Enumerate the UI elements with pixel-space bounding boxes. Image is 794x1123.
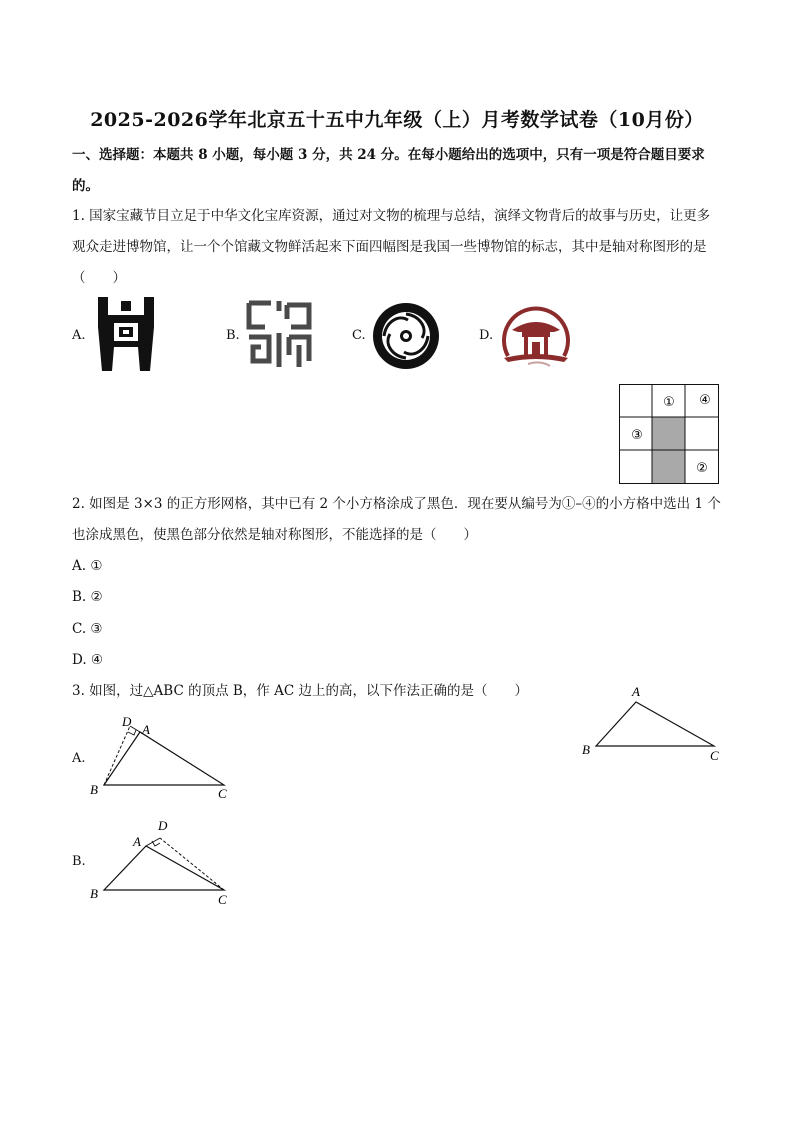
grid-label-4: ④	[699, 393, 711, 408]
q3-triangle-figure	[580, 682, 720, 766]
opt-b-point-d: D	[158, 818, 168, 833]
grid-label-1: ①	[663, 395, 675, 410]
page-title: 2025-2026学年北京五十五中九年级（上）月考数学试卷（10月份）	[90, 109, 704, 131]
opt-b-point-a: A	[133, 834, 141, 849]
opt-a-point-b: B	[90, 782, 98, 797]
q2-option-c[interactable]: C. ③	[72, 621, 103, 637]
museum-logo-d-icon	[498, 300, 574, 372]
q3-option-b-figure	[88, 816, 238, 908]
point-b-label: B	[582, 742, 590, 757]
section-header: 一、选择题：本题共 8 小题，每小题 3 分，共 24 分。在每小题给出的选项中，只有一项是符合题目要求的。	[72, 147, 705, 194]
grid-label-3: ③	[631, 428, 643, 443]
q3-option-a-figure	[88, 712, 238, 804]
opt-a-point-c: C	[218, 786, 227, 801]
q2-option-b[interactable]: B. ②	[72, 589, 103, 605]
q1-option-a[interactable]: A.	[72, 328, 86, 343]
grid-label-2: ②	[696, 461, 708, 476]
q3-option-a[interactable]: A.	[72, 751, 86, 766]
q3-option-b[interactable]: B.	[72, 854, 86, 869]
opt-a-point-a: A	[142, 722, 150, 737]
opt-b-point-c: C	[218, 892, 227, 907]
question-1-text: 1. 国家宝藏节目立足于中华文化宝库资源，通过对文物的梳理与总结，演绎文物背后的故事与历史，让更多观众走进博物馆，让一个个馆藏文物鲜活起来下面四幅图是我国一些博物馆的标志，其中是轴对称图形的是（ ）	[72, 208, 711, 286]
point-a-label: A	[632, 684, 640, 699]
question-2-text: 2. 如图是 3×3 的正方形网格，其中已有 2 个小方格涂成了黑色．现在要从编号为①–④的小方格中选出 1 个也涂成黑色，使黑色部分依然是轴对称图形，不能选择的是（ ）	[72, 496, 721, 543]
museum-logo-a-icon	[92, 297, 160, 371]
q2-option-d[interactable]: D. ④	[72, 652, 104, 668]
q1-option-d[interactable]: D.	[479, 328, 494, 343]
museum-logo-b-icon	[245, 297, 313, 371]
opt-b-point-b: B	[90, 886, 98, 901]
q2-option-a[interactable]: A. ①	[72, 558, 103, 574]
q2-grid-figure	[619, 384, 719, 484]
opt-a-point-d: D	[122, 714, 132, 729]
museum-logo-c-icon	[372, 302, 440, 370]
point-c-label: C	[710, 748, 719, 763]
q1-option-c[interactable]: C.	[352, 328, 366, 343]
q1-option-b[interactable]: B.	[226, 328, 240, 343]
question-3-text: 3. 如图，过△ABC 的顶点 B，作 AC 边上的高，以下作法正确的是（ ）	[72, 683, 528, 699]
